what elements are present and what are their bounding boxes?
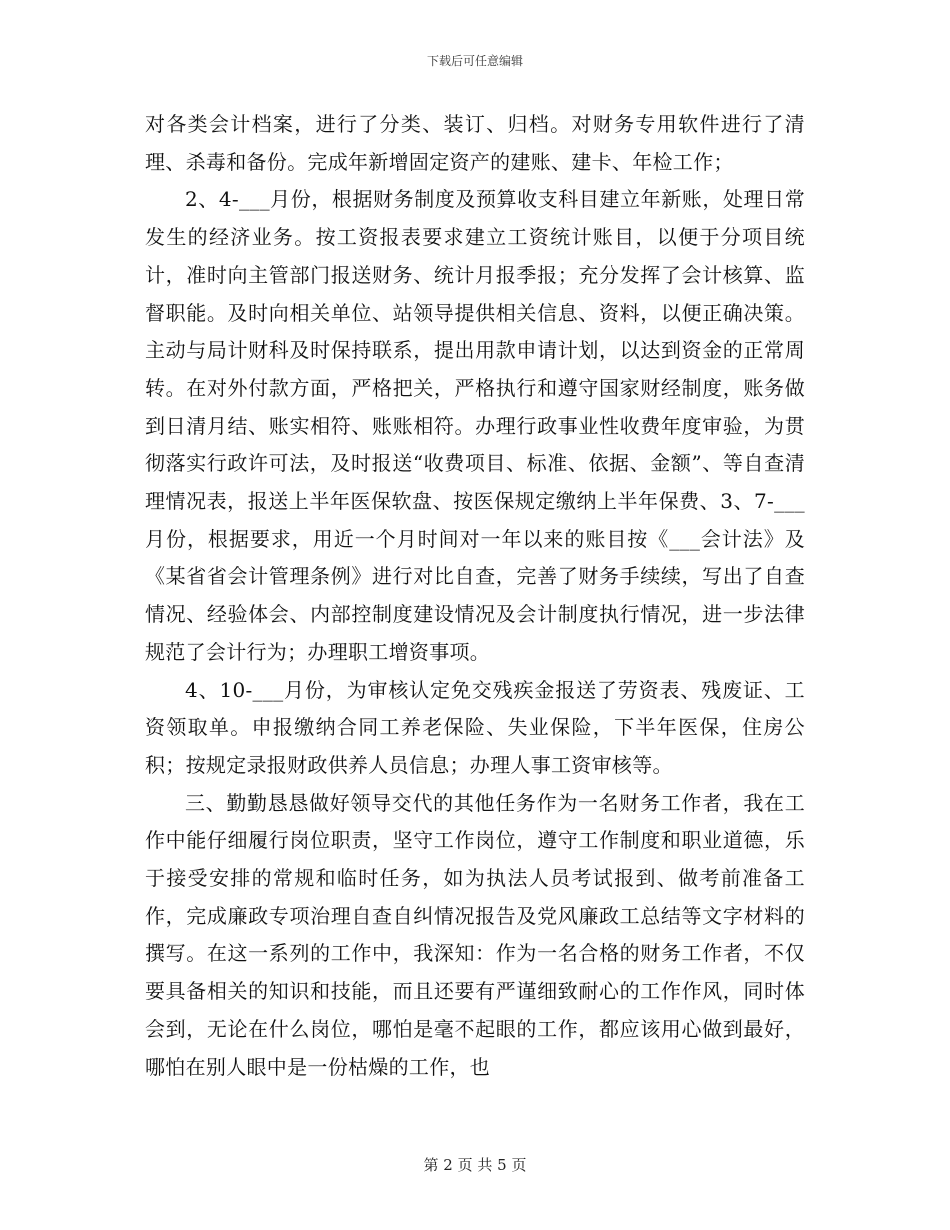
paragraph-4: 三、勤勤恳恳做好领导交代的其他任务作为一名财务工作者，我在工作中能仔细履行岗位职责，坚守工作岗位，遵守工作制度和职业道德，乐于接受安排的常规和临时任务，如为执法人员考试报到、做考前准备工作，完成廉政专项治理自查自纠情况报告及党风廉政工总结等文字材料的撰写。在这一系列的工作中，我深知：作为一名合格的财务工作者，不仅要具备相关的知识和技能，而且还要有严谨细致耐心的工作作风，同时体会到，无论在什么岗位，哪怕是毫不起眼的工作，都应该用心做到最好，哪怕在别人眼中是一份枯燥的工作，也 xyxy=(145,790,805,1079)
paragraph-1: 对各类会计档案，进行了分类、装订、归档。对财务专用软件进行了清理、杀毒和备份。完成年新增固定资产的建账、建卡、年检工作； xyxy=(145,112,805,174)
document-body xyxy=(145,106,805,1086)
paragraph-3: 4、10-___月份，为审核认定免交残疾金报送了劳资表、残废证、工资领取单。申报缴纳合同工养老保险、失业保险，下半年医保，住房公积；按规定录报财政供养人员信息；办理人事工资审核等。 xyxy=(145,677,805,777)
page-number: 第 2 页 共 5 页 xyxy=(423,1156,527,1174)
page-header: 下载后可任意编辑 xyxy=(426,54,523,68)
paragraph-2: 2、4-___月份，根据财务制度及预算收支科目建立年新账，处理日常发生的经济业务。按工资报表要求建立工资统计账目，以便于分项目统计，准时向主管部门报送财务、统计月报季报；充分发挥了会计核算、监督职能。及时向相关单位、站领导提供相关信息、资料，以便正确决策。主动与局计财科及时保持联系，提出用款申请计划，以达到资金的正常周转。在对外付款方面，严格把关，严格执行和遵守国家财经制度，账务做到日清月结、账实相符、账账相符。办理行政事业性收费年度审验，为贯彻落实行政许可法，及时报送“收费项目、标准、依据、金额”、等自查清理情况表，报送上半年医保软盘、按医保规定缴纳上半年保费、3、7-___月份，根据要求，用近一个月时间对一年以来的账目按《___会计法》及《某省省会计管理条例》进行对比自查，完善了财务手续续，写出了自查情况、经验体会、内部控制度建设情况及会计制度执行情况，进一步法律规范了会计行为；办理职工增资事项。 xyxy=(145,187,805,664)
